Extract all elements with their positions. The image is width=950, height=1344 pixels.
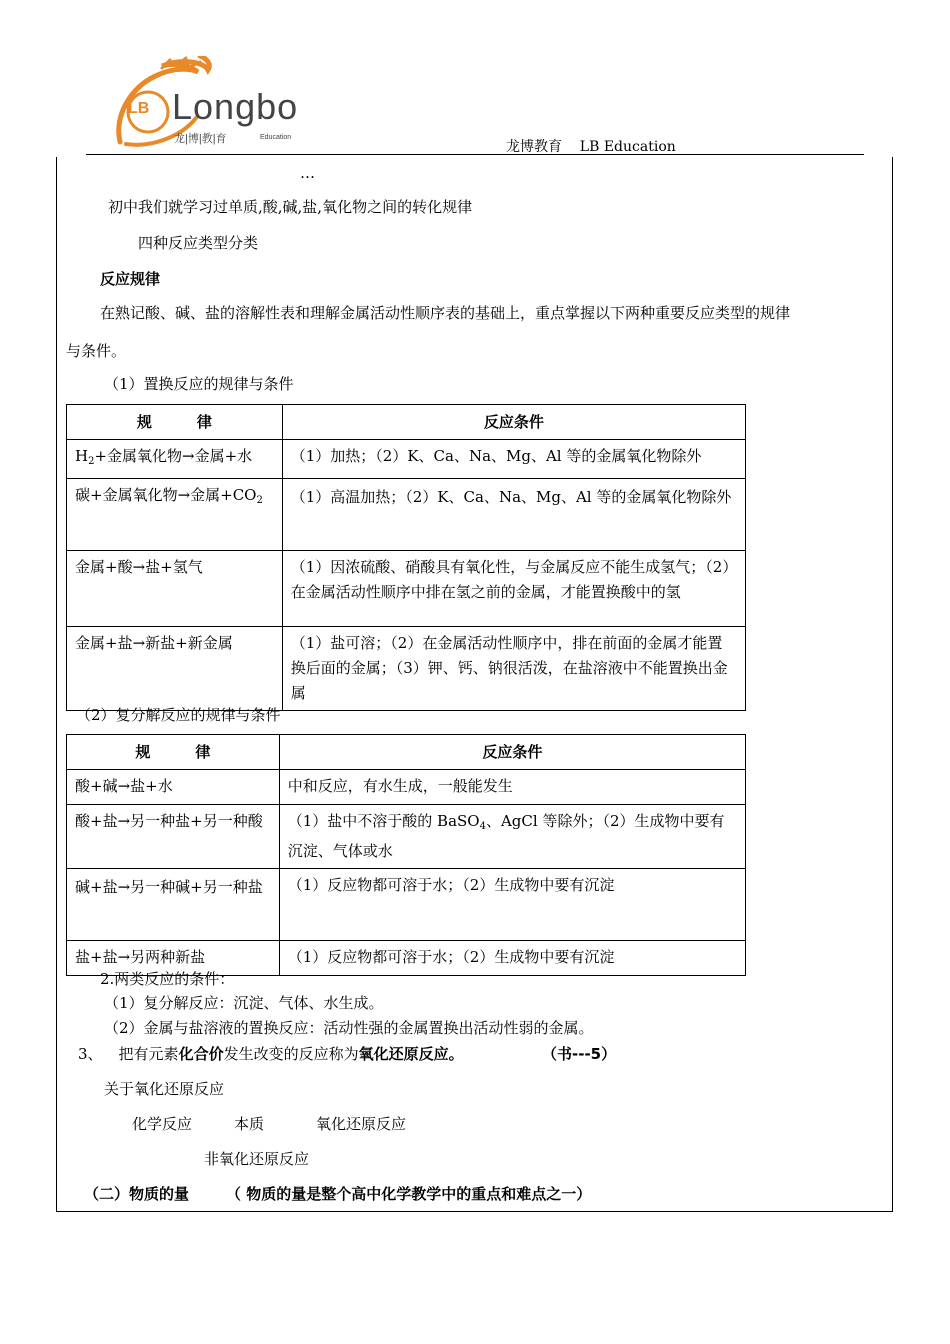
table-row	[67, 440, 746, 479]
table-row	[67, 805, 746, 869]
logo-lb: LB	[128, 100, 150, 117]
header-rule-col: 规 律	[67, 735, 280, 770]
section-2-title: （二）物质的量	[84, 1185, 190, 1203]
header-title: 龙博教育 LB Education	[506, 139, 676, 155]
rule-cell: 酸+碱→盐+水	[67, 770, 280, 805]
item-3-text-1: 把有元素	[118, 1045, 179, 1063]
rule-cell: $H_2+$金属氧化物→金属+水	[67, 440, 283, 479]
conditions-item-2: （2）金属与盐溶液的置换反应：活动性强的金属置换出活动性弱的金属。	[104, 1019, 594, 1037]
condition-cell: （1）因浓硫酸、硝酸具有氧化性，与金属反应不能生成氢气；（2）在金属活动性顺序中排在氢之前的金属，才能置换酸中的氢	[282, 551, 745, 627]
book-reference: （书---5）	[542, 1045, 617, 1063]
section-heading: 反应规律	[100, 270, 161, 288]
intro-line-1: 初中我们就学习过单质,酸,碱,盐,氧化物之间的转化规律	[108, 198, 473, 216]
item-3-number: 3、	[78, 1045, 103, 1063]
section-2-note: （ 物质的量是整个高中化学教学中的重点和难点之一）	[226, 1185, 592, 1203]
header-rule-col: 规 律	[67, 405, 283, 440]
table-row	[67, 479, 746, 551]
condition-cell: （1）加热；（2）K、Ca、Na、Mg、Al 等的金属氧化物除外	[282, 440, 745, 479]
para-line-b: 与条件。	[66, 342, 127, 360]
table-header-row	[67, 405, 746, 440]
rule-cell: 碱+盐→另一种碱+另一种盐	[67, 869, 280, 941]
redox-redox: 氧化还原反应	[316, 1115, 407, 1133]
intro-line-2: 四种反应类型分类	[138, 234, 259, 252]
table-row	[67, 627, 746, 711]
header-cond-col: 反应条件	[282, 405, 745, 440]
para-line-a: 在熟记酸、碱、盐的溶解性表和理解金属活动性顺序表的基础上，重点掌握以下两种重要反应类型的规律	[100, 304, 791, 322]
condition-cell: （1）盐可溶；（2）在金属活动性顺序中，排在前面的金属才能置换后面的金属；（3）钾、钙、钠很活泼，在盐溶液中不能置换出金属	[282, 627, 745, 711]
table-row	[67, 770, 746, 805]
displacement-table	[66, 404, 746, 711]
conditions-item-1: （1）复分解反应：沉淀、气体、水生成。	[104, 994, 384, 1012]
rule-cell: 金属+盐→新盐+新金属	[67, 627, 283, 711]
header-rule	[86, 154, 864, 155]
redox-essence: 本质	[234, 1115, 265, 1133]
rule-cell: 金属+酸→盐+氢气	[67, 551, 283, 627]
rule-cell: 盐+盐→另两种新盐	[67, 941, 280, 976]
header-cond-col: 反应条件	[279, 735, 745, 770]
item-3	[78, 1043, 464, 1064]
table-row	[67, 551, 746, 627]
table-row	[67, 869, 746, 941]
condition-cell: （1）反应物都可溶于水；（2）生成物中要有沉淀	[279, 941, 745, 976]
item-3-text-3: 发生改变的反应称为	[223, 1045, 359, 1063]
rule-cell: 碳+金属氧化物→金属$+CO_2$	[67, 479, 283, 551]
item-3-text-4: 氧化还原反应。	[358, 1045, 464, 1063]
subheading-2: （2）复分解反应的规律与条件	[76, 706, 281, 724]
subheading-1: （1）置换反应的规律与条件	[104, 375, 294, 393]
redox-nonredox: 非氧化还原反应	[204, 1150, 310, 1168]
redox-about: 关于氧化还原反应	[104, 1080, 225, 1098]
condition-cell: （1）高温加热；（2）K、Ca、Na、Mg、Al 等的金属氧化物除外	[282, 479, 745, 551]
rule-cell: 酸+盐→另一种盐+另一种酸	[67, 805, 280, 869]
ellipsis: …	[300, 164, 315, 182]
condition-cell: 中和反应，有水生成，一般能发生	[279, 770, 745, 805]
table-header-row	[67, 735, 746, 770]
condition-cell: （1）盐中不溶于酸的 BaSO$_4$、AgCl 等除外；（2）生成物中要有沉淀、气体或水	[279, 805, 745, 869]
conditions-title: 2.两类反应的条件：	[100, 970, 235, 988]
logo-en: Education	[260, 134, 292, 141]
item-3-text-2: 化合价	[178, 1045, 224, 1063]
double-decomposition-table	[66, 734, 746, 976]
logo-name: Longbo	[172, 86, 299, 127]
longbo-logo	[112, 56, 302, 152]
logo-cn: 龙|博|教|育	[174, 133, 227, 145]
redox-chem-reaction: 化学反应	[132, 1115, 193, 1133]
condition-cell: （1）反应物都可溶于水；（2）生成物中要有沉淀	[279, 869, 745, 941]
